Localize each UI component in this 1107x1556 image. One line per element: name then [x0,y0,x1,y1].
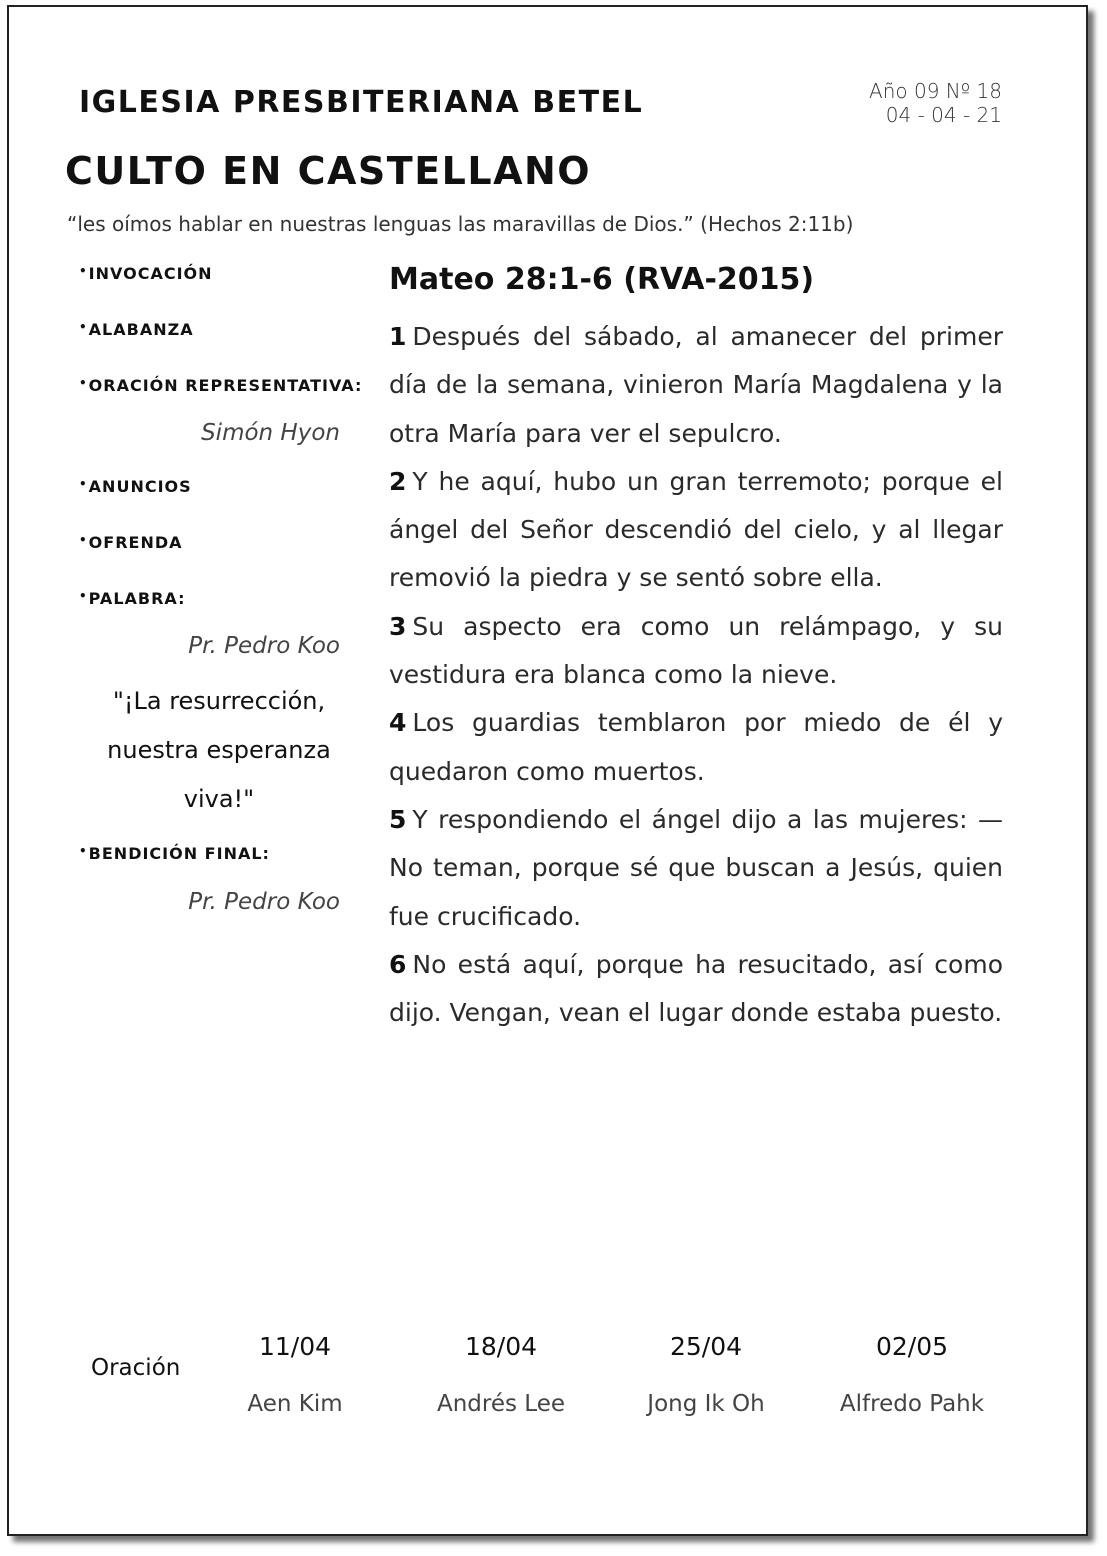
verse-number: 3 [389,611,407,641]
schedule-entry [606,1332,806,1417]
schedule-entry [812,1332,1012,1417]
verse [389,796,1003,941]
service-title: CULTO EN CASTELLANO [65,149,592,193]
schedule-entry [401,1332,601,1417]
verse [389,699,1003,796]
issue-info [869,79,1002,127]
bullet-icon: • [79,844,88,858]
bullet-icon: • [79,264,88,278]
schedule-name: Andrés Lee [436,1391,566,1417]
verse [389,603,1003,700]
order-item-oracion: •ORACIÓN REPRESENTATIVA: [79,376,363,395]
bendicion-person: Pr. Pedro Koo [188,889,340,915]
order-item-invocacion: •INVOCACIÓN [79,264,213,283]
schedule-date: 02/05 [875,1332,949,1361]
verse-number: 2 [389,466,407,496]
verse [389,941,1003,1038]
schedule-date: 25/04 [669,1332,743,1361]
schedule-name: Jong Ik Oh [647,1391,765,1417]
prayer-schedule-label: Oración [91,1355,181,1381]
schedule-date: 18/04 [464,1332,538,1361]
motto-quote: “les oímos hablar en nuestras lenguas las maravillas de Dios.” (Hechos 2:11b) [67,212,854,236]
church-name: IGLESIA PRESBITERIANA BETEL [79,85,644,120]
order-item-anuncios: •ANUNCIOS [79,477,192,496]
passage-text [389,313,1003,1037]
verse-number: 6 [389,949,407,979]
order-item-palabra: •PALABRA: [79,589,186,608]
issue-number: Año 09 Nº 18 [869,79,1002,103]
schedule-date: 11/04 [258,1332,332,1361]
schedule-entry [195,1332,395,1417]
palabra-person: Pr. Pedro Koo [188,633,340,659]
bullet-icon: • [79,320,88,334]
verse-number: 1 [389,322,407,351]
order-item-ofrenda: •OFRENDA [79,533,183,552]
verse-text: Y he aquí, hubo un gran terremoto; porque el ángel del Señor descendió del cielo, y al llegar removió la piedra y se sentó sobre ella. [389,466,1003,593]
verse [389,458,1003,603]
verse-text: Los guardias temblaron por miedo de él y quedaron como muertos. [389,708,1003,786]
verse-text: Su aspecto era como un relámpago, y su vestidura era blanca como la nieve. [389,611,1003,690]
verse-number: 5 [389,804,407,834]
issue-date: 04 - 04 - 21 [885,103,1002,127]
bullet-icon: • [79,477,88,491]
order-item-bendicion: •BENDICIÓN FINAL: [79,844,270,863]
oracion-person: Simón Hyon [201,420,340,446]
schedule-name: Alfredo Pahk [839,1391,985,1417]
bullet-icon: • [79,376,88,390]
schedule-name: Aen Kim [247,1391,343,1417]
bullet-icon: • [79,533,88,547]
bullet-icon: • [79,589,88,603]
sermon-title: "¡La resurrección, nuestra esperanza viva!" [107,687,331,813]
verse-text: No está aquí, porque ha resucitado, así como dijo. Vengan, vean el lugar donde estaba puesto. [389,949,1003,1028]
verse-number: 4 [389,708,407,738]
verse-text: Después del sábado, al amanecer del primer día de la semana, vinieron María Magdalena y la otra María para ver el sepulcro. [389,322,1003,448]
verse [389,313,1003,458]
bulletin-page [7,5,1088,1536]
order-item-alabanza: •ALABANZA [79,320,194,339]
verse-text: Y respondiendo el ángel dijo a las mujeres: —No teman, porque sé que buscan a Jesús, quien fue crucificado. [389,804,1003,931]
passage-title: Mateo 28:1-6 (RVA-2015) [389,262,815,297]
